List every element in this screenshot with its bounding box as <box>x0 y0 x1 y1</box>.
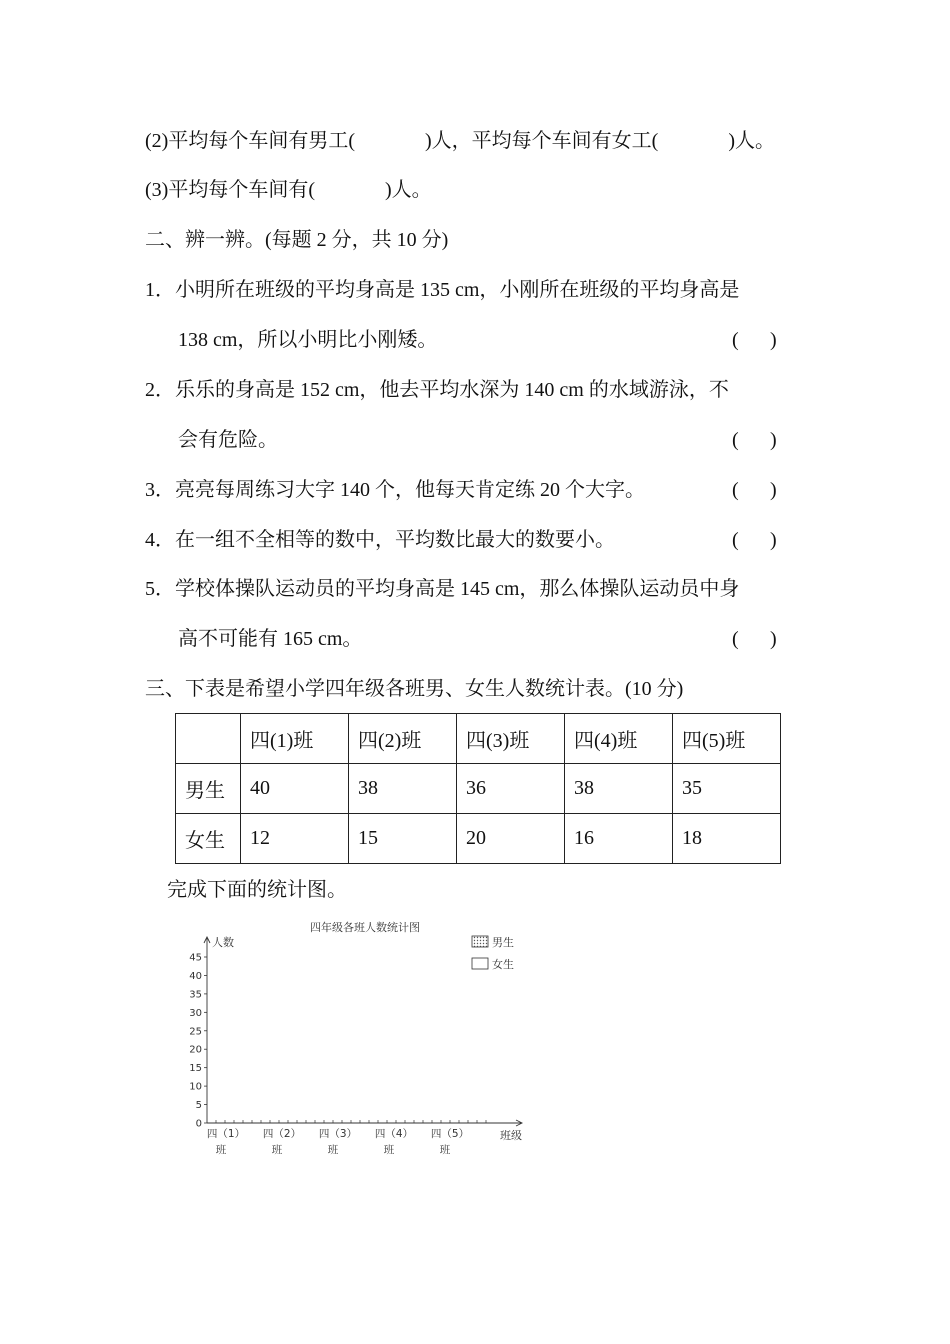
chart-instruction: 完成下面的统计图。 <box>167 879 347 901</box>
judge-answer-5[interactable]: ( ) <box>732 628 777 650</box>
table-header-cell: 四(2)班 <box>349 714 457 764</box>
legend-swatch-female <box>472 958 488 969</box>
table-row <box>176 764 781 814</box>
x-tick-label-sub: 班 <box>383 1144 395 1156</box>
section3-heading: 三、下表是希望小学四年级各班男、女生人数统计表。(10 分) <box>145 678 684 700</box>
judge-item-3-line1: 3．亮亮每周练习大字 140 个，他每天肯定练 20 个大字。 <box>145 479 645 501</box>
judge-answer-2[interactable]: ( ) <box>732 429 777 451</box>
table-row <box>176 814 781 864</box>
table-cell: 35 <box>673 764 781 814</box>
y-tick-label: 25 <box>189 1026 202 1038</box>
bar-chart[interactable] <box>170 915 550 1165</box>
judge-item-1-line2: 138 cm，所以小明比小刚矮。 <box>178 329 438 351</box>
judge-item-5-line2: 高不可能有 165 cm。 <box>178 628 363 650</box>
y-tick-label: 45 <box>189 952 202 964</box>
x-axis-label: 班级 <box>500 1129 522 1142</box>
table-cell: 12 <box>241 814 349 864</box>
y-tick-label: 35 <box>189 989 202 1001</box>
x-tick-label-sub: 班 <box>439 1144 451 1156</box>
judge-item-2-line2: 会有危险。 <box>178 429 278 451</box>
table-corner-cell <box>176 714 241 764</box>
table-cell: 36 <box>457 764 565 814</box>
legend-label-female: 女生 <box>492 958 514 971</box>
table-row-label: 女生 <box>176 814 241 864</box>
x-tick-label: 四（4） <box>374 1128 414 1140</box>
table-cell: 40 <box>241 764 349 814</box>
x-tick-label: 四（2） <box>262 1128 302 1140</box>
table-row-label: 男生 <box>176 764 241 814</box>
table-cell: 16 <box>565 814 673 864</box>
y-tick-label: 20 <box>189 1044 202 1056</box>
table-cell: 20 <box>457 814 565 864</box>
x-tick-label-sub: 班 <box>271 1144 283 1156</box>
table-cell: 18 <box>673 814 781 864</box>
judge-item-5-line1: 5．学校体操队运动员的平均身高是 145 cm，那么体操队运动员中身 <box>145 578 740 600</box>
chart-title: 四年级各班人数统计图 <box>310 921 420 934</box>
judge-item-2-line1: 2．乐乐的身高是 152 cm，他去平均水深为 140 cm 的水域游泳，不 <box>145 379 729 401</box>
table-header-row <box>176 714 781 764</box>
x-tick-label-sub: 班 <box>215 1144 227 1156</box>
judge-answer-3[interactable]: ( ) <box>732 479 777 501</box>
legend-swatch-male <box>472 936 488 947</box>
table-header-cell: 四(1)班 <box>241 714 349 764</box>
y-tick-label: 0 <box>195 1118 202 1130</box>
judge-answer-1[interactable]: ( ) <box>732 329 777 351</box>
y-tick-label: 5 <box>195 1100 202 1112</box>
x-tick-label: 四（1） <box>206 1128 246 1140</box>
x-tick-label-sub: 班 <box>327 1144 339 1156</box>
x-tick-label: 四（5） <box>430 1128 470 1140</box>
x-tick-label: 四（3） <box>318 1128 358 1140</box>
section2-heading: 二、辨一辨。(每题 2 分，共 10 分) <box>145 229 449 251</box>
judge-answer-4[interactable]: ( ) <box>732 529 777 551</box>
table-header-cell: 四(5)班 <box>673 714 781 764</box>
y-axis-label: 人数 <box>212 936 234 949</box>
table-header-cell: 四(3)班 <box>457 714 565 764</box>
y-tick-label: 40 <box>189 970 202 982</box>
table-cell: 15 <box>349 814 457 864</box>
q1-part3-line: (3)平均每个车间有( )人。 <box>145 179 432 201</box>
table-cell: 38 <box>565 764 673 814</box>
y-tick-label: 30 <box>189 1007 202 1019</box>
y-tick-label: 15 <box>189 1063 202 1075</box>
table-cell: 38 <box>349 764 457 814</box>
y-tick-label: 10 <box>189 1081 202 1093</box>
legend-label-male: 男生 <box>492 936 514 949</box>
q1-part2-line: (2)平均每个车间有男工( )人，平均每个车间有女工( )人。 <box>145 130 775 152</box>
judge-item-4-line1: 4．在一组不全相等的数中，平均数比最大的数要小。 <box>145 529 615 551</box>
legend <box>472 935 514 971</box>
stats-table <box>175 713 781 864</box>
judge-item-1-line1: 1．小明所在班级的平均身高是 135 cm，小刚所在班级的平均身高是 <box>145 279 740 301</box>
table-header-cell: 四(4)班 <box>565 714 673 764</box>
